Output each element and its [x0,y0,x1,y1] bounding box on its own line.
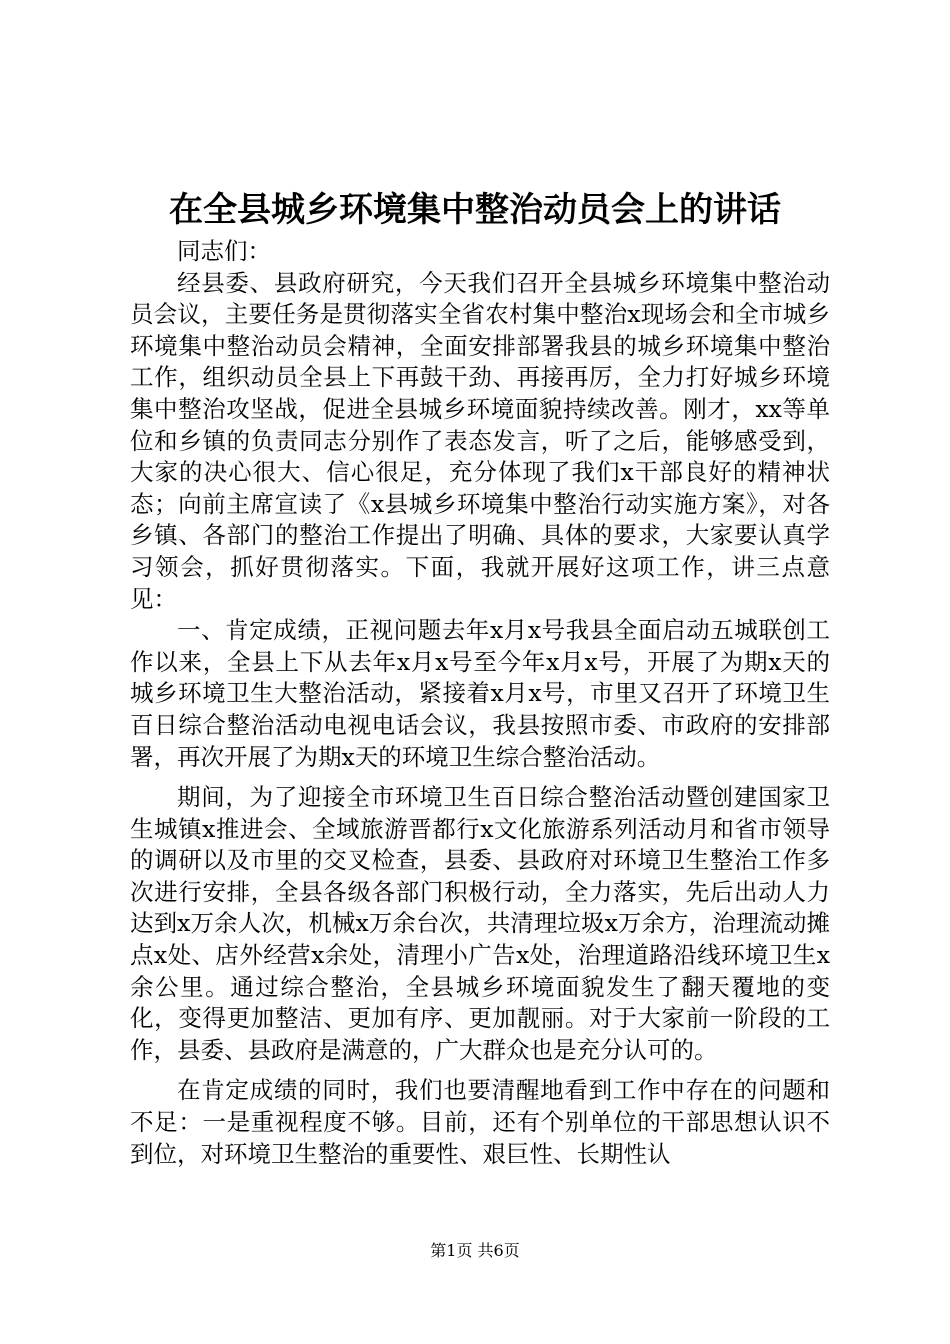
body-paragraph: 在肯定成绩的同时，我们也要清醒地看到工作中存在的问题和不足：一是重视程度不够。目前，还有个别单位的干部思想认识不到位，对环境卫生整治的重要性、艰巨性、长期性认 [130,1076,830,1168]
page-footer: 第1页 共6页 [430,1241,520,1260]
document-title: 在全县城乡环境集中整治动员会上的讲话 [169,190,781,230]
body-paragraph: 一、肯定成绩，正视问题去年x月x号我县全面启动五城联创工作以来，全县上下从去年x月x号至今年x月x号，开展了为期x天的城乡环境卫生大整治活动，紧接着x月x号，市里又召开了环境卫生百日综合整治活动电视电话会议，我县按照市委、市政府的安排部署，再次开展了为期x天的环境卫生综合整治活动。 [130,616,830,771]
document-body [130,236,830,1170]
body-paragraph: 期间，为了迎接全市环境卫生百日综合整治活动暨创建国家卫生城镇x推进会、全域旅游晋都行x文化旅游系列活动月和省市领导的调研以及市里的交叉检查，县委、县政府对环境卫生整治工作多次进行安排，全县各级各部门积极行动，全力落实，先后出动人力达到x万余人次，机械x万余台次，共清理垃圾x万余方，治理流动摊点x处、店外经营x余处，清理小广告x处，治理道路沿线环境卫生x余公里。通过综合整治，全县城乡环境面貌发生了翻天覆地的变化，变得更加整洁、更加有序、更加靓丽。对于大家前一阶段的工作，县委、县政府是满意的，广大群众也是充分认可的。 [130,783,830,1064]
salutation-paragraph: 同志们： [177,237,271,265]
body-paragraph: 经县委、县政府研究，今天我们召开全县城乡环境集中整治动员会议，主要任务是贯彻落实全省农村集中整治x现场会和全市城乡环境集中整治动员会精神，全面安排部署我县的城乡环境集中整治工作，组织动员全县上下再鼓干劲、再接再厉，全力打好城乡环境集中整治攻坚战，促进全县城乡环境面貌持续改善。刚才，xx等单位和乡镇的负责同志分别作了表态发言，听了之后，能够感受到，大家的决心很大、信心很足，充分体现了我们x干部良好的精神状态；向前主席宣读了《x县城乡环境集中整治行动实施方案》，对各乡镇、各部门的整治工作提出了明确、具体的要求，大家要认真学习领会，抓好贯彻落实。下面，我就开展好这项工作，讲三点意见： [130,268,830,613]
